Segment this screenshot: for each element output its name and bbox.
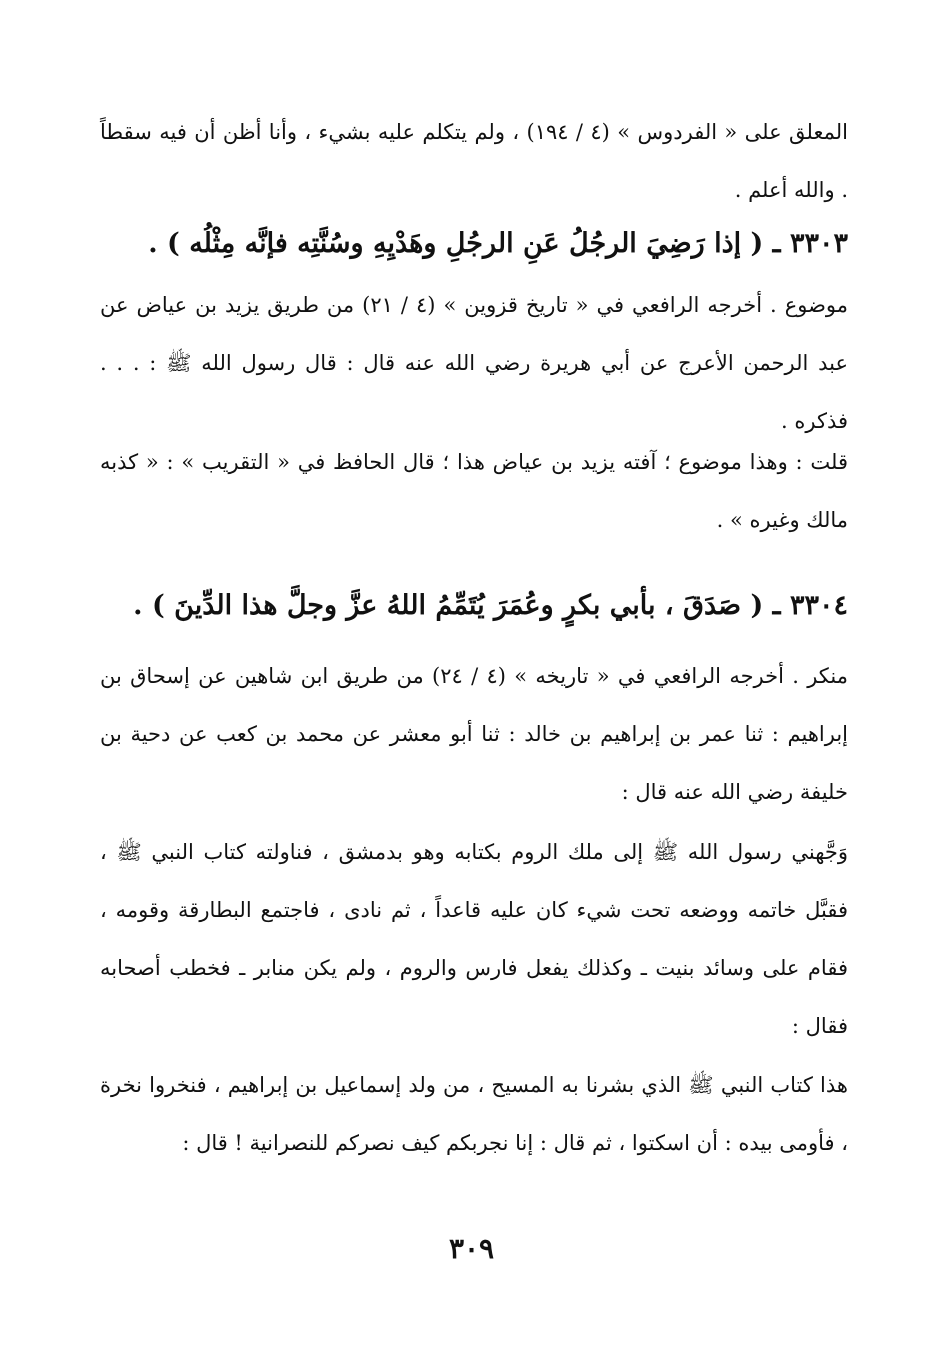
- hadith-heading-3303: ٣٣٠٣ ـ ( إذا رَضِيَ الرجُلُ عَنِ الرجُلِ وهَدْيِهِ وسُنَّتِه فإنَّه مِثْلُه ) .: [148, 228, 848, 259]
- page-number: ٣٠٩: [448, 1232, 495, 1265]
- paragraph-continuation: المعلق على « الفردوس » (٤ / ١٩٤) ، ولم يتكلم عليه بشيء ، وأنا أظن أن فيه سقطاً . والله أعلم .: [100, 120, 848, 202]
- paragraph-takhrij-3304: منكر . أخرجه الرافعي في « تاريخه » (٤ / ٢٤) من طريق ابن شاهين عن إسحاق بن إبراهيم : ثنا عمر بن إبراهيم بن خالد : ثنا أبو معشر عن محمد بن كعب عن دحية بن خليفة رضي الله عنه قال :: [100, 664, 848, 804]
- paragraph-comment-3303: قلت : وهذا موضوع ؛ آفته يزيد بن عياض هذا ؛ قال الحافظ في « التقريب » : « كذبه مالك وغيره » .: [100, 450, 848, 532]
- paragraph-narration-2: هذا كتاب النبي ﷺ الذي بشرنا به المسيح ، من ولد إسماعيل بن إبراهيم ، فنخروا نخرة ، فأومى بيده : أن اسكتوا ، ثم قال : إنا نجربكم كيف نصركم للنصرانية ! قال :: [100, 1073, 848, 1155]
- hadith-heading-3304: ٣٣٠٤ ـ ( صَدَقَ ، بأبي بكرٍ وعُمَرَ يُتَمِّمُ اللهُ عزَّ وجلَّ هذا الدِّينَ ) .: [133, 590, 848, 621]
- paragraph-takhrij-3303: موضوع . أخرجه الرافعي في « تاريخ قزوين » (٤ / ٢١) من طريق يزيد بن عياض عن عبد الرحمن الأعرج عن أبي هريرة رضي الله عنه قال : قال رسول الله ﷺ : . . . فذكره .: [100, 293, 848, 433]
- paragraph-narration-1: وَجَّهني رسول الله ﷺ إلى ملك الروم بكتابه وهو بدمشق ، فناولته كتاب النبي ﷺ ، فقبَّل خاتمه ووضعه تحت شيء كان عليه قاعداً ، ثم نادى ، فاجتمع البطارقة وقومه ، فقام على وسائد بنيت ـ وكذلك يفعل فارس والروم ، ولم يكن منابر ـ فخطب أصحابه فقال :: [100, 840, 848, 1038]
